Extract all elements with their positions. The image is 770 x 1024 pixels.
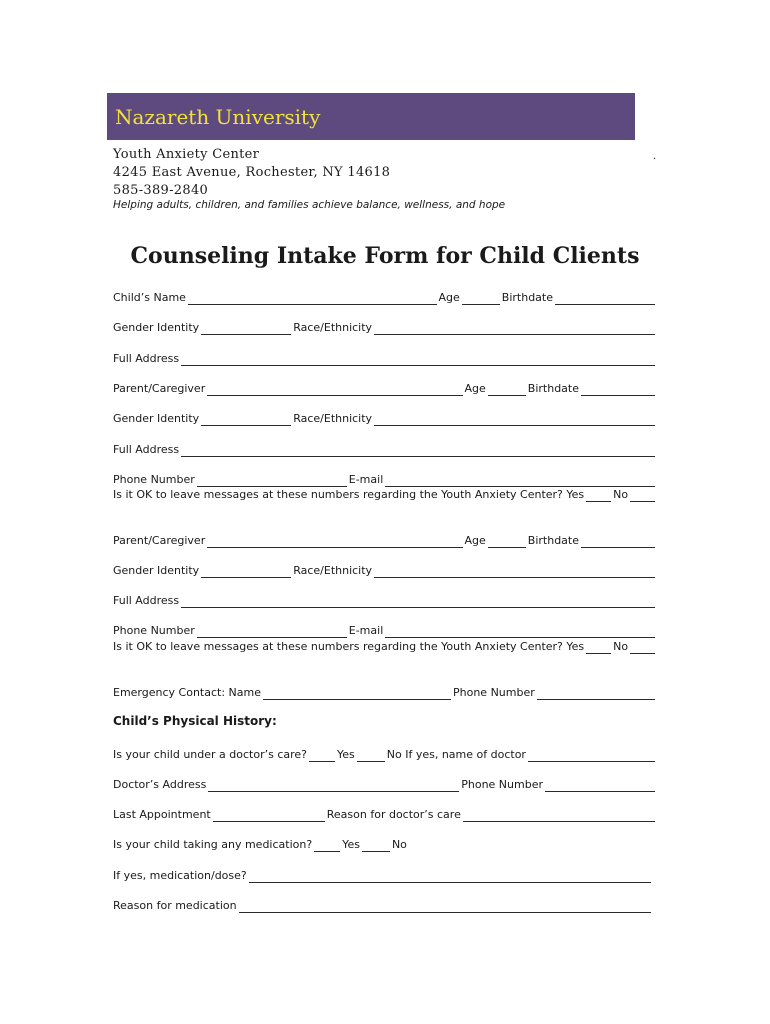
row-parent2-messages (113, 638, 657, 654)
doctor-address-field[interactable] (208, 779, 459, 792)
reason-doctor-field[interactable] (463, 809, 655, 822)
parent2-name-field[interactable] (207, 535, 462, 548)
center-address: 4245 East Avenue, Rochester, NY 14618 (113, 165, 391, 180)
label-phone-number: Phone Number (461, 778, 543, 791)
doctor-care-no-field[interactable] (357, 749, 385, 762)
label-doctor-care: Is your child under a doctor’s care? (113, 748, 307, 761)
emergency-phone-field[interactable] (537, 687, 655, 700)
label-age: Age (464, 534, 486, 547)
label-yes: Yes (342, 838, 360, 851)
parent2-race-field[interactable] (374, 565, 655, 578)
reason-medication-field[interactable] (239, 900, 651, 913)
label-email: E-mail (348, 473, 384, 486)
parent2-msg-yes-field[interactable] (586, 641, 611, 654)
parent1-race-field[interactable] (374, 413, 655, 426)
medication-dose-field[interactable] (249, 870, 651, 883)
label-race: Race/Ethnicity (293, 564, 373, 577)
row-doctor-care (113, 746, 657, 762)
section-physical-history: Child’s Physical History: (113, 714, 277, 728)
row-medication (113, 836, 657, 852)
form-title: Counseling Intake Form for Child Clients (130, 243, 640, 269)
label-birthdate: Birthdate (527, 382, 579, 395)
label-full-address: Full Address (113, 352, 180, 365)
row-parent1-address (113, 441, 657, 457)
child-age-field[interactable] (462, 292, 500, 305)
label-race: Race/Ethnicity (293, 321, 373, 334)
row-parent1-messages (113, 486, 657, 502)
label-no: No (613, 488, 629, 501)
label-phone-number: Phone Number (113, 473, 195, 486)
label-email: E-mail (348, 624, 384, 637)
label-gender: Gender Identity (113, 321, 200, 334)
parent2-age-field[interactable] (488, 535, 526, 548)
label-full-address: Full Address (113, 594, 180, 607)
label-no: No (391, 838, 407, 851)
child-birthdate-field[interactable] (555, 292, 655, 305)
label-doctor-address: Doctor’s Address (113, 778, 207, 791)
parent1-age-field[interactable] (488, 383, 526, 396)
label-emergency: Emergency Contact: Name (113, 686, 261, 699)
doctor-phone-field[interactable] (545, 779, 655, 792)
label-age: Age (438, 291, 460, 304)
parent2-birthdate-field[interactable] (581, 535, 655, 548)
parent1-gender-field[interactable] (201, 413, 291, 426)
parent1-birthdate-field[interactable] (581, 383, 655, 396)
label-gender: Gender Identity (113, 564, 200, 577)
label-last-appointment: Last Appointment (113, 808, 211, 821)
child-race-field[interactable] (374, 322, 655, 335)
label-medication-q: Is your child taking any medication? (113, 838, 313, 851)
label-birthdate: Birthdate (527, 534, 579, 547)
center-name: Youth Anxiety Center (113, 147, 260, 162)
label-ok-messages: Is it OK to leave messages at these numbers regarding the Youth Anxiety Center? Yes (113, 488, 585, 501)
row-parent1-contact (113, 471, 657, 487)
label-doctor-name: No If yes, name of doctor (386, 748, 526, 761)
label-reason-medication: Reason for medication (113, 899, 237, 912)
label-gender: Gender Identity (113, 412, 200, 425)
emergency-name-field[interactable] (263, 687, 451, 700)
label-full-address: Full Address (113, 443, 180, 456)
center-phone: 585-389-2840 (113, 183, 209, 198)
parent2-gender-field[interactable] (201, 565, 291, 578)
parent2-msg-no-field[interactable] (630, 641, 655, 654)
row-parent1-gender (113, 410, 657, 426)
row-parent2 (113, 532, 657, 548)
center-tagline: Helping adults, children, and families achieve balance, wellness, and hope (113, 199, 506, 211)
row-reason-medication (113, 897, 653, 913)
label-race: Race/Ethnicity (293, 412, 373, 425)
row-doctor-address (113, 776, 657, 792)
stray-dot: . (653, 148, 656, 162)
child-address-field[interactable] (181, 353, 655, 366)
parent2-phone-field[interactable] (197, 625, 347, 638)
child-name-field[interactable] (188, 292, 437, 305)
medication-yes-field[interactable] (314, 839, 340, 852)
row-parent1 (113, 380, 657, 396)
parent1-address-field[interactable] (181, 444, 655, 457)
parent2-email-field[interactable] (385, 625, 655, 638)
label-ok-messages: Is it OK to leave messages at these numbers regarding the Youth Anxiety Center? Yes (113, 640, 585, 653)
row-parent2-contact (113, 622, 657, 638)
label-reason-doctor: Reason for doctor’s care (326, 808, 461, 821)
label-no: No (613, 640, 629, 653)
row-emergency (113, 684, 657, 700)
label-parent: Parent/Caregiver (113, 382, 206, 395)
label-birthdate: Birthdate (501, 291, 553, 304)
label-phone-number: Phone Number (453, 686, 535, 699)
row-last-appointment (113, 806, 657, 822)
label-child-name: Child’s Name (113, 291, 186, 304)
last-appointment-field[interactable] (213, 809, 325, 822)
parent1-name-field[interactable] (207, 383, 462, 396)
doctor-name-field[interactable] (528, 749, 655, 762)
label-medication-dose: If yes, medication/dose? (113, 869, 247, 882)
label-age: Age (464, 382, 486, 395)
child-gender-field[interactable] (201, 322, 291, 335)
row-child-name (113, 289, 657, 305)
row-medication-dose (113, 867, 653, 883)
row-child-gender (113, 319, 657, 335)
label-parent: Parent/Caregiver (113, 534, 206, 547)
university-name: Nazareth University (115, 105, 321, 129)
row-parent2-gender (113, 562, 657, 578)
row-child-address (113, 350, 657, 366)
row-parent2-address (113, 592, 657, 608)
doctor-care-yes-field[interactable] (309, 749, 335, 762)
parent1-msg-no-field[interactable] (630, 489, 655, 502)
parent2-address-field[interactable] (181, 595, 655, 608)
parent1-msg-yes-field[interactable] (586, 489, 611, 502)
university-banner (107, 93, 635, 140)
label-phone-number: Phone Number (113, 624, 195, 637)
medication-no-field[interactable] (362, 839, 390, 852)
label-yes: Yes (337, 748, 355, 761)
